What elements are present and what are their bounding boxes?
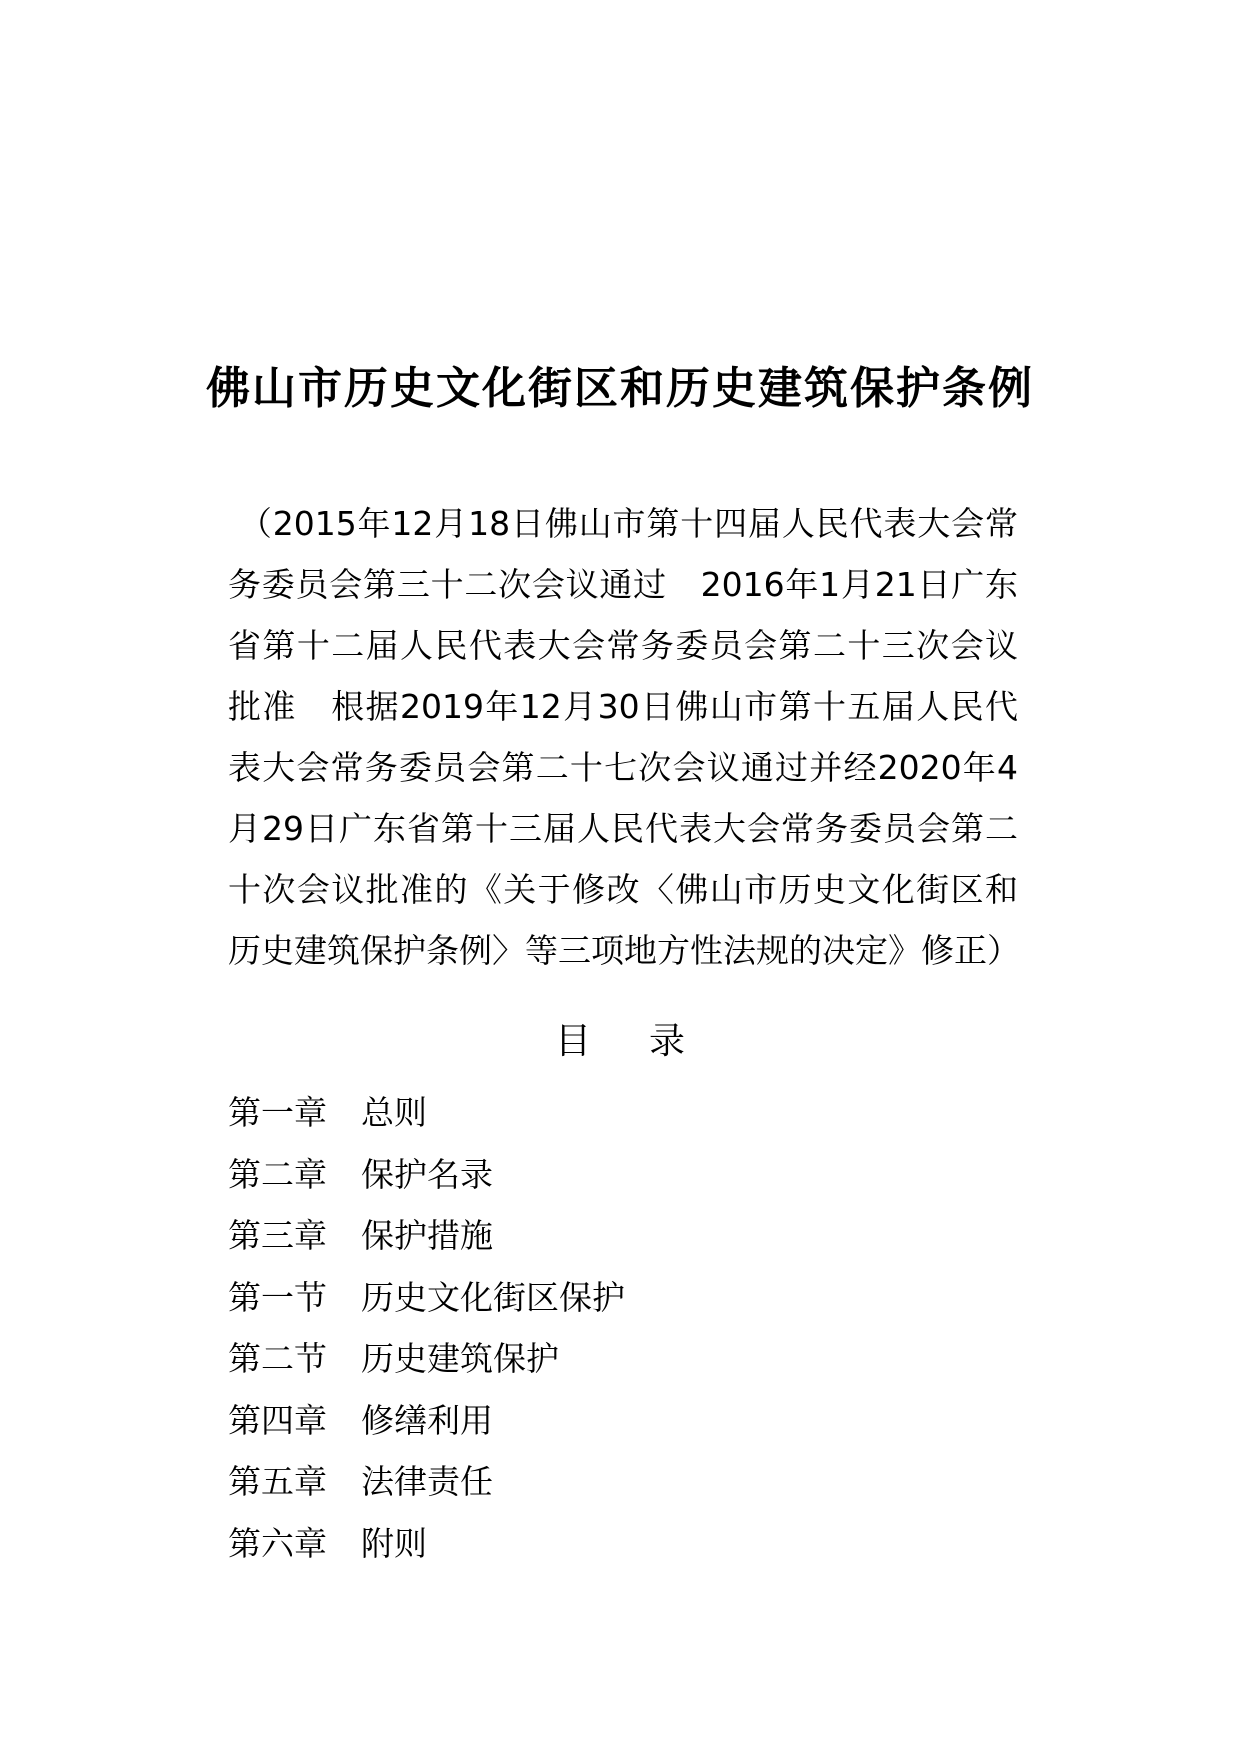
toc-chapter-title: 历史建筑保护 bbox=[361, 1339, 559, 1378]
toc-item bbox=[228, 1144, 625, 1206]
toc-chapter-label: 第一节 bbox=[228, 1277, 327, 1317]
toc-chapter-title: 保护名录 bbox=[361, 1154, 493, 1194]
toc-chapter-label: 第四章 bbox=[228, 1400, 327, 1440]
toc-chapter-label: 第二章 bbox=[228, 1154, 327, 1194]
toc-chapter-label: 第六章 bbox=[228, 1523, 327, 1563]
toc-chapter-label: 第五章 bbox=[228, 1462, 327, 1501]
preamble-text: （2015年12月18日佛山市第十四届人民代表大会常务委员会第三十二次会议通过 2016年1月21日广东省第十二届人民代表大会常务委员会第二十三次会议批准 根据2019年12月30日佛山市第十五届人民代表大会常务委员会第二十七次会议通过并经2020年4月29日广东省第十三届人民代表大会常务委员会第二十次会议批准的《关于修改〈佛山市历史文化街区和历史建筑保护条例〉等三项地方性法规的决定》修正） bbox=[228, 504, 1020, 970]
document-title: 佛山市历史文化街区和历史建筑保护条例 bbox=[206, 363, 1034, 415]
toc-item bbox=[228, 1451, 625, 1513]
toc-chapter-title: 附则 bbox=[361, 1523, 427, 1563]
document-preamble bbox=[228, 493, 1018, 981]
toc-chapter-label: 第二节 bbox=[228, 1339, 327, 1378]
toc-chapter-title: 修缮利用 bbox=[361, 1400, 493, 1440]
toc-item bbox=[228, 1082, 625, 1144]
toc-chapter-title: 保护措施 bbox=[361, 1216, 493, 1255]
toc-item bbox=[228, 1267, 625, 1329]
toc-chapter-title: 法律责任 bbox=[361, 1462, 493, 1501]
toc-chapter-label: 第一章 bbox=[228, 1093, 327, 1132]
toc-item bbox=[228, 1205, 625, 1267]
toc-item bbox=[228, 1328, 625, 1390]
toc-heading: 目录 bbox=[554, 1021, 743, 1062]
toc-item bbox=[228, 1390, 625, 1452]
table-of-contents bbox=[228, 1082, 625, 1574]
toc-item bbox=[228, 1513, 625, 1575]
toc-chapter-label: 第三章 bbox=[228, 1216, 327, 1255]
toc-chapter-title: 总则 bbox=[361, 1093, 427, 1132]
toc-chapter-title: 历史文化街区保护 bbox=[361, 1277, 625, 1317]
